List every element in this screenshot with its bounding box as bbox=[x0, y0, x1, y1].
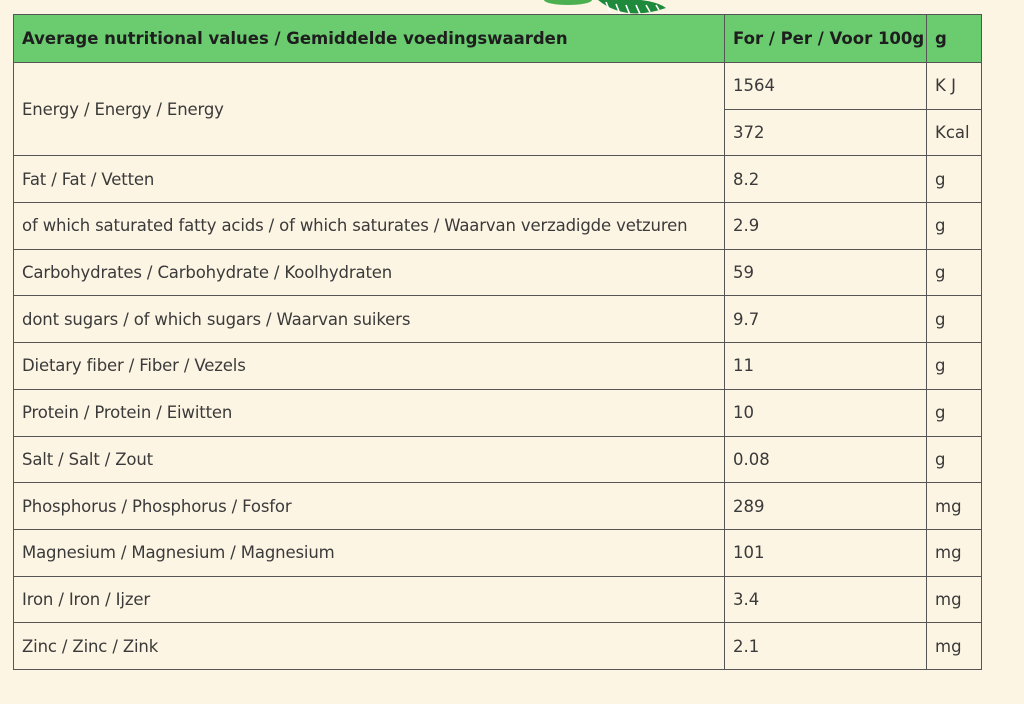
nutrient-value: 8.2 bbox=[725, 156, 927, 203]
nutrition-table bbox=[13, 14, 982, 670]
energy-kcal-unit: Kcal bbox=[927, 109, 982, 156]
table-row bbox=[14, 203, 982, 250]
nutrient-value: 289 bbox=[725, 483, 927, 530]
nutrient-unit: mg bbox=[927, 483, 982, 530]
nutrient-unit: g bbox=[927, 389, 982, 436]
table-header-row bbox=[14, 15, 982, 63]
nutrient-unit: g bbox=[927, 343, 982, 390]
nutrient-unit: mg bbox=[927, 529, 982, 576]
table-row bbox=[14, 249, 982, 296]
nutrient-label: Magnesium / Magnesium / Magnesium bbox=[14, 529, 725, 576]
nutrient-unit: g bbox=[927, 296, 982, 343]
nutrient-unit: g bbox=[927, 203, 982, 250]
energy-kj-value: 1564 bbox=[725, 63, 927, 110]
nutrient-label: Carbohydrates / Carbohydrate / Koolhydraten bbox=[14, 249, 725, 296]
nutrient-value: 3.4 bbox=[725, 576, 927, 623]
nutrient-label: dont sugars / of which sugars / Waarvan suikers bbox=[14, 296, 725, 343]
header-per: For / Per / Voor 100g bbox=[725, 15, 927, 63]
nutrient-label: Iron / Iron / Ijzer bbox=[14, 576, 725, 623]
energy-kcal-value: 372 bbox=[725, 109, 927, 156]
nutrient-unit: g bbox=[927, 249, 982, 296]
nutrient-label: Zinc / Zinc / Zink bbox=[14, 623, 725, 670]
energy-row-kj bbox=[14, 63, 982, 110]
nutrient-label: Phosphorus / Phosphorus / Fosfor bbox=[14, 483, 725, 530]
table-row bbox=[14, 529, 982, 576]
nutrient-unit: g bbox=[927, 156, 982, 203]
nutrient-value: 101 bbox=[725, 529, 927, 576]
nutrient-label: Fat / Fat / Vetten bbox=[14, 156, 725, 203]
table-row bbox=[14, 623, 982, 670]
nutrient-label: of which saturated fatty acids / of which saturates / Waarvan verzadigde vetzuren bbox=[14, 203, 725, 250]
table-row bbox=[14, 576, 982, 623]
nutrient-unit: g bbox=[927, 436, 982, 483]
table-row bbox=[14, 436, 982, 483]
nutrient-label: Salt / Salt / Zout bbox=[14, 436, 725, 483]
table-row bbox=[14, 389, 982, 436]
nutrient-value: 10 bbox=[725, 389, 927, 436]
nutrient-unit: mg bbox=[927, 576, 982, 623]
nutrient-label: Dietary fiber / Fiber / Vezels bbox=[14, 343, 725, 390]
nutrient-value: 2.1 bbox=[725, 623, 927, 670]
nutrient-unit: mg bbox=[927, 623, 982, 670]
nutrient-value: 59 bbox=[725, 249, 927, 296]
nutrient-value: 0.08 bbox=[725, 436, 927, 483]
nutrient-value: 11 bbox=[725, 343, 927, 390]
table-row bbox=[14, 483, 982, 530]
nutrient-value: 2.9 bbox=[725, 203, 927, 250]
header-unit: g bbox=[927, 15, 982, 63]
table-row bbox=[14, 296, 982, 343]
energy-kj-unit: K J bbox=[927, 63, 982, 110]
nutrient-value: 9.7 bbox=[725, 296, 927, 343]
table-row bbox=[14, 343, 982, 390]
leaf-round bbox=[544, 0, 592, 5]
header-label: Average nutritional values / Gemiddelde voedingswaarden bbox=[14, 15, 725, 63]
nutrient-label: Protein / Protein / Eiwitten bbox=[14, 389, 725, 436]
table-row bbox=[14, 156, 982, 203]
energy-label: Energy / Energy / Energy bbox=[14, 63, 725, 156]
